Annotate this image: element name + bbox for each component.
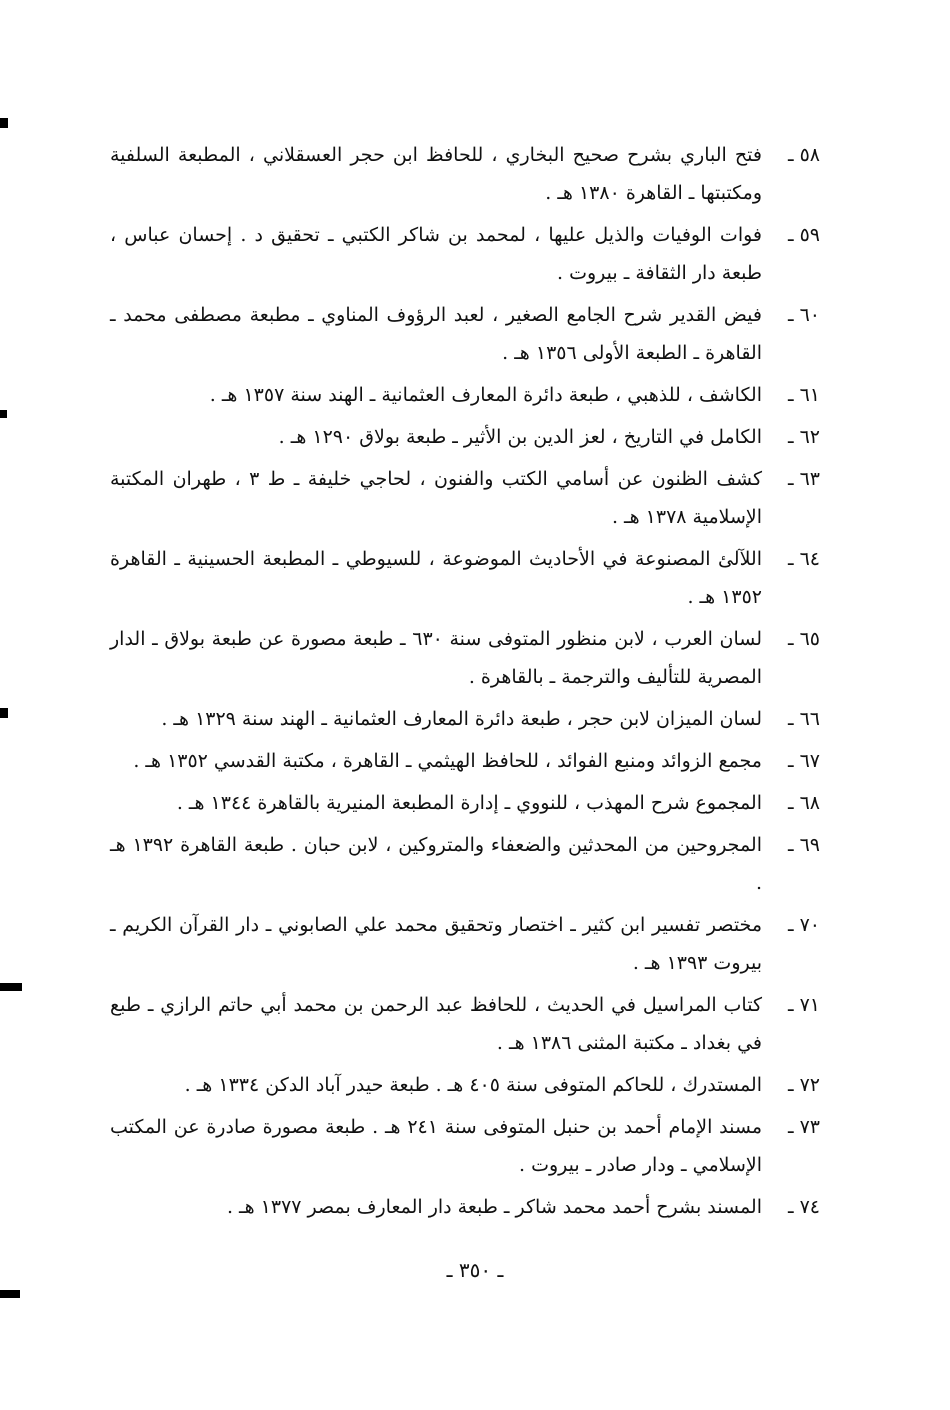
reference-text: كشف الظنون عن أسامي الكتب والفنون ، لحاجي خليفة ـ ط ٣ ، طهران المكتبة الإسلامية ١٣٧٨ هـ . xyxy=(110,468,762,528)
reference-entry xyxy=(110,1066,820,1104)
scan-edge-mark xyxy=(0,1290,20,1298)
reference-entry xyxy=(110,1188,820,1226)
reference-text: مجمع الزوائد ومنبع الفوائد ، للحافظ الهيثمي ـ القاهرة ، مكتبة القدسي ١٣٥٢ هـ . xyxy=(133,750,762,772)
reference-number: ٦٨ ـ xyxy=(787,792,820,814)
reference-entry xyxy=(110,700,820,738)
reference-entry xyxy=(110,906,820,982)
reference-text: مسند الإمام أحمد بن حنبل المتوفى سنة ٢٤١ هـ . طبعة مصورة صادرة عن المكتب الإسلامي ـ ودار صادر ـ بيروت . xyxy=(110,1116,762,1176)
reference-text: اللآلئ المصنوعة في الأحاديث الموضوعة ، للسيوطي ـ المطبعة الحسينية ـ القاهرة ١٣٥٢ هـ . xyxy=(110,548,762,608)
scan-edge-mark xyxy=(0,118,8,128)
reference-text: لسان الميزان لابن حجر ، طبعة دائرة المعارف العثمانية ـ الهند سنة ١٣٢٩ هـ . xyxy=(161,708,762,730)
reference-entry xyxy=(110,376,820,414)
reference-text: المجموع شرح المهذب ، للنووي ـ إدارة المطبعة المنيرية بالقاهرة ١٣٤٤ هـ . xyxy=(176,792,762,814)
reference-entry xyxy=(110,296,820,372)
scan-edge-mark xyxy=(0,983,22,991)
reference-entry xyxy=(110,742,820,780)
reference-entry xyxy=(110,540,820,616)
reference-number: ٦٦ ـ xyxy=(787,708,820,730)
reference-text: المجروحين من المحدثين والضعفاء والمتروكين ، لابن حبان . طبعة القاهرة ١٣٩٢ هـ . xyxy=(110,834,762,894)
reference-number: ٦٤ ـ xyxy=(787,548,820,570)
reference-number: ٧٢ ـ xyxy=(787,1074,820,1096)
reference-text: فوات الوفيات والذيل عليها ، لمحمد بن شاكر الكتبي ـ تحقيق د . إحسان عباس ، طبعة دار الثقافة ـ بيروت . xyxy=(110,224,762,284)
scan-edge-mark xyxy=(0,708,8,718)
reference-text: الكامل في التاريخ ، لعز الدين بن الأثير ـ طبعة بولاق ١٢٩٠ هـ . xyxy=(278,426,762,448)
reference-entry xyxy=(110,1108,820,1184)
reference-text: فتح الباري بشرح صحيح البخاري ، للحافظ ابن حجر العسقلاني ، المطبعة السلفية ومكتبتها ـ القاهرة ١٣٨٠ هـ . xyxy=(110,144,762,204)
reference-entry xyxy=(110,986,820,1062)
reference-number: ٦٣ ـ xyxy=(787,468,820,490)
reference-entry xyxy=(110,216,820,292)
reference-text: لسان العرب ، لابن منظور المتوفى سنة ٦٣٠ ـ طبعة مصورة عن طبعة بولاق ـ الدار المصرية للتأليف والترجمة ـ بالقاهرة . xyxy=(110,628,762,688)
reference-entry xyxy=(110,620,820,696)
reference-entry xyxy=(110,418,820,456)
reference-entry xyxy=(110,784,820,822)
reference-number: ٧٤ ـ xyxy=(787,1196,820,1218)
reference-text: المسند بشرح أحمد محمد شاكر ـ طبعة دار المعارف بمصر ١٣٧٧ هـ . xyxy=(226,1196,762,1218)
reference-entry xyxy=(110,826,820,902)
reference-number: ٧٠ ـ xyxy=(787,914,820,936)
reference-text: المستدرك ، للحاكم المتوفى سنة ٤٠٥ هـ . طبعة حيدر آباد الدكن ١٣٣٤ هـ . xyxy=(184,1074,762,1096)
page-number: ـ ٣٥٠ ـ xyxy=(446,1258,504,1282)
reference-text: الكاشف ، للذهبي ، طبعة دائرة المعارف العثمانية ـ الهند سنة ١٣٥٧ هـ . xyxy=(209,384,762,406)
reference-number: ٦١ ـ xyxy=(787,384,820,406)
reference-text: مختصر تفسير ابن كثير ـ اختصار وتحقيق محمد علي الصابوني ـ دار القرآن الكريم ـ بيروت ١٣٩٣ هـ . xyxy=(110,914,762,974)
reference-number: ٥٩ ـ xyxy=(787,224,820,246)
reference-entry xyxy=(110,136,820,212)
reference-number: ٦٥ ـ xyxy=(787,628,820,650)
reference-number: ٦٠ ـ xyxy=(787,304,820,326)
reference-number: ٥٨ ـ xyxy=(787,144,820,166)
reference-number: ٧٣ ـ xyxy=(787,1116,820,1138)
reference-list xyxy=(110,136,820,1230)
scan-edge-mark xyxy=(0,410,7,418)
reference-number: ٧١ ـ xyxy=(787,994,820,1016)
reference-number: ٦٧ ـ xyxy=(787,750,820,772)
reference-number: ٦٢ ـ xyxy=(787,426,820,448)
reference-text: فيض القدير شرح الجامع الصغير ، لعبد الرؤوف المناوي ـ مطبعة مصطفى محمد ـ القاهرة ـ الطبعة الأولى ١٣٥٦ هـ . xyxy=(110,304,762,364)
reference-text: كتاب المراسيل في الحديث ، للحافظ عبد الرحمن بن محمد أبي حاتم الرازي ـ طبع في بغداد ـ مكتبة المثنى ١٣٨٦ هـ . xyxy=(110,994,762,1054)
reference-entry xyxy=(110,460,820,536)
reference-number: ٦٩ ـ xyxy=(787,834,820,856)
